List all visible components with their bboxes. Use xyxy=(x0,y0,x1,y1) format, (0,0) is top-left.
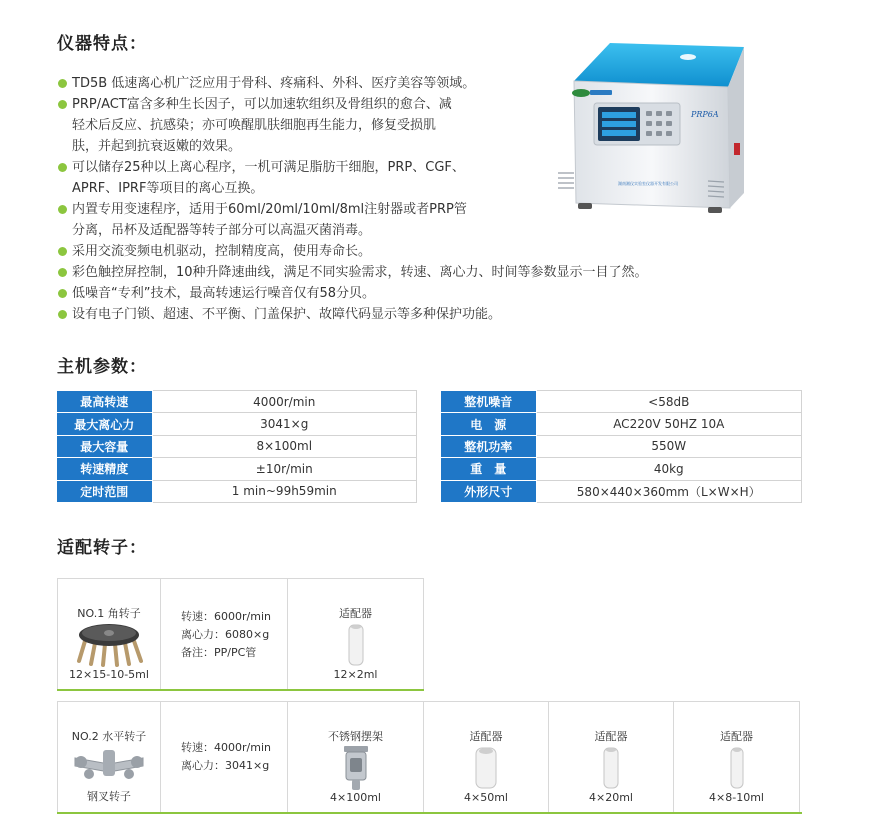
rotors-heading: 适配转子： xyxy=(57,538,147,558)
row-divider-1 xyxy=(57,689,424,691)
adapter-tube-icon xyxy=(348,623,364,667)
spec-value: 580×440×360mm（L×W×H） xyxy=(536,480,802,502)
feature-item: 采用交流变频电机驱动，控制精度高，使用寿命长。 xyxy=(57,241,757,262)
rotor-params: 转速：6000r/min 离心力：6080×g 备注：PP/PC管 xyxy=(181,610,271,659)
rotor-row-1 xyxy=(57,578,423,690)
bullet-dot-icon xyxy=(58,310,67,319)
rotor-cell xyxy=(57,701,161,813)
spec-key: 外形尺寸 xyxy=(441,480,536,502)
rotor-caption: 12×15-10-5ml xyxy=(69,668,149,681)
specs-heading: 主机参数： xyxy=(57,357,147,377)
rotor-params-cell xyxy=(160,701,288,813)
feature-item: 低噪音“专利”技术，最高转速运行噪音仅有58分贝。 xyxy=(57,283,757,304)
feature-item: 可以储存25种以上离心程序，一机可满足脂肪干细胞，PRP、CGF、 APRF、IPRF等项目的离心互换。 xyxy=(57,157,757,199)
feature-item: 内置专用变速程序，适用于60ml/20ml/10ml/8ml注射器或者PRP管 分离，吊杯及适配器等转子部分可以高温灭菌消毒。 xyxy=(57,199,757,241)
bullet-dot-icon xyxy=(58,247,67,256)
spec-key: 定时范围 xyxy=(57,480,152,502)
adapter-title: 适配器 xyxy=(339,607,372,620)
swing-rotor-icon xyxy=(69,744,149,784)
spec-value: <58dB xyxy=(536,391,802,413)
adapter-title: 适配器 xyxy=(594,730,628,743)
spec-key: 整机噪音 xyxy=(441,391,536,413)
feature-item: 设有电子门锁、超速、不平衡、门盖保护、故障代码显示等多种保护功能。 xyxy=(57,304,757,325)
adapter-cell xyxy=(287,701,424,813)
spec-value: 1 min~99h59min xyxy=(152,480,417,502)
rotor-params-cell xyxy=(160,578,288,690)
spec-key: 电 源 xyxy=(441,413,536,435)
spec-row xyxy=(57,413,417,435)
spec-value: 8×100ml xyxy=(152,435,417,457)
adapter-tube-icon xyxy=(603,746,619,790)
adapter-cell xyxy=(673,701,800,813)
rotor-name: NO.2 水平转子 xyxy=(71,730,147,743)
spec-value: 3041×g xyxy=(152,413,417,435)
spec-key: 最大容量 xyxy=(57,435,152,457)
spec-value: 550W xyxy=(536,435,802,457)
adapter-cell xyxy=(287,578,424,690)
adapter-caption: 4×100ml xyxy=(330,791,381,804)
rotor-name: NO.1 角转子 xyxy=(77,607,141,620)
centrifuge-image xyxy=(548,33,744,218)
spec-row xyxy=(57,391,417,413)
spec-row xyxy=(441,458,802,480)
spec-value: 4000r/min xyxy=(152,391,417,413)
rotor-cell xyxy=(57,578,161,690)
spec-row xyxy=(57,458,417,480)
spec-value: AC220V 50HZ 10A xyxy=(536,413,802,435)
bullet-dot-icon xyxy=(58,205,67,214)
spec-row xyxy=(57,435,417,457)
spec-key: 整机功率 xyxy=(441,435,536,457)
model-label: PRP6A xyxy=(691,110,719,119)
adapter-cell xyxy=(423,701,549,813)
spec-row xyxy=(441,480,802,502)
spec-table-left xyxy=(57,390,417,503)
bullet-dot-icon xyxy=(58,100,67,109)
spec-row xyxy=(57,480,417,502)
spec-row xyxy=(441,435,802,457)
spec-value: 40kg xyxy=(536,458,802,480)
adapter-title: 适配器 xyxy=(469,730,503,743)
spec-key: 最高转速 xyxy=(57,391,152,413)
bullet-dot-icon xyxy=(58,163,67,172)
bullet-dot-icon xyxy=(58,79,67,88)
adapter-cell xyxy=(548,701,674,813)
rotor-caption: 钢叉转子 xyxy=(87,790,131,803)
spec-row xyxy=(441,413,802,435)
adapter-caption: 4×8-10ml xyxy=(709,791,764,804)
rotor-row-2 xyxy=(57,701,799,813)
spec-value: ±10r/min xyxy=(152,458,417,480)
spec-row xyxy=(441,391,802,413)
bullet-dot-icon xyxy=(58,289,67,298)
steel-bucket-icon xyxy=(341,744,371,792)
spec-key: 转速精度 xyxy=(57,458,152,480)
adapter-caption: 4×50ml xyxy=(464,791,508,804)
rotor-params: 转速：4000r/min 离心力：3041×g xyxy=(181,741,271,772)
adapter-caption: 4×20ml xyxy=(589,791,633,804)
feature-item: TD5B 低速离心机广泛应用于骨科、疼痛科、外科、医疗美容等领域。 xyxy=(57,73,757,94)
features-heading: 仪器特点： xyxy=(57,34,147,54)
adapter-tube-icon xyxy=(475,746,497,790)
adapter-title: 适配器 xyxy=(720,730,753,743)
adapter-caption: 12×2ml xyxy=(333,668,378,681)
front-text: 湖南湘仪实验室仪器开发有限公司 xyxy=(618,181,678,186)
spec-key: 最大离心力 xyxy=(57,413,152,435)
spec-table-right xyxy=(441,390,802,503)
feature-item: PRP/ACT富含多种生长因子，可以加速软组织及骨组织的愈合、减 轻术后反应、抗感染；亦可唤醒肌肤细胞再生能力，修复受损肌 肤，并起到抗衰返嫩的效果。 xyxy=(57,94,757,157)
adapter-tube-icon xyxy=(729,746,745,790)
bullet-dot-icon xyxy=(58,268,67,277)
feature-item: 彩色触控屏控制，10种升降速曲线，满足不同实验需求，转速、离心力、时间等参数显示一目了然。 xyxy=(57,262,757,283)
spec-key: 重 量 xyxy=(441,458,536,480)
angle-rotor-icon xyxy=(71,621,147,667)
row-divider-2 xyxy=(57,812,802,814)
adapter-title: 不锈钢摆架 xyxy=(328,730,383,743)
